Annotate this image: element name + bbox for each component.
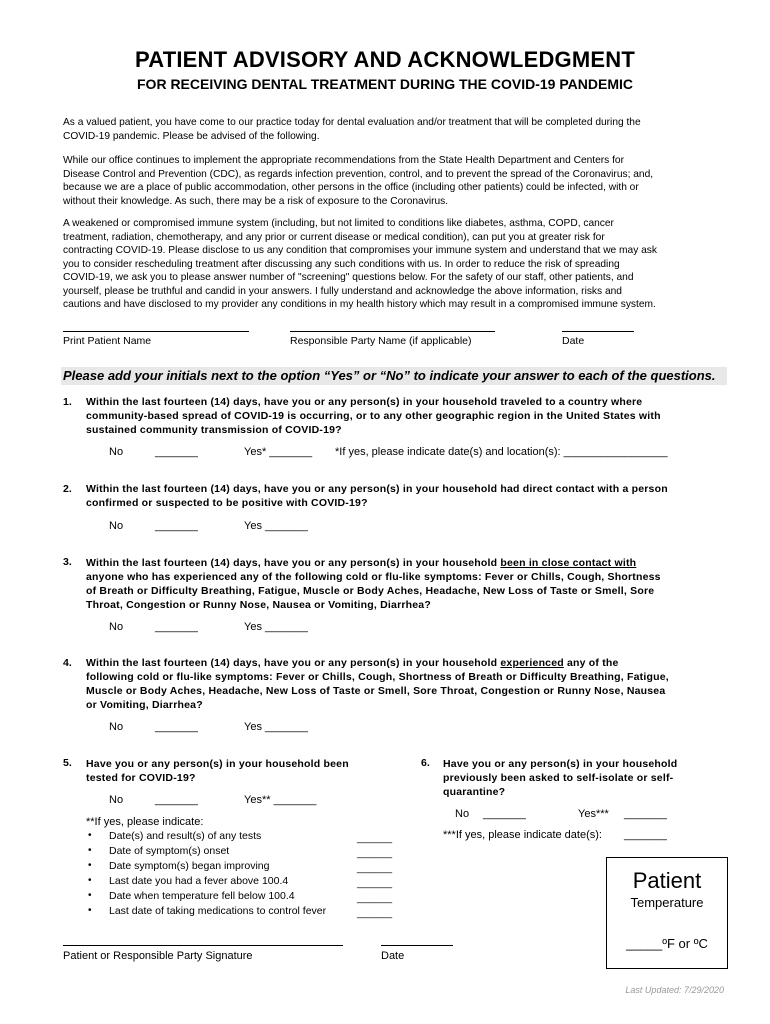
underlined-phrase: experienced: [500, 657, 564, 669]
list-item: [86, 830, 406, 845]
q6-yes-initials[interactable]: _______: [624, 808, 667, 820]
bullet-blank[interactable]: ______: [357, 892, 393, 904]
list-item: [86, 845, 406, 860]
bullet-icon: •: [88, 875, 92, 886]
question-line: Muscle or Body Aches, Headache, New Loss of Taste or Smell, Sore Throat, Congestion or Runny Nose, Nausea: [86, 685, 666, 697]
question-line: previously been asked to self-isolate or self-: [443, 772, 674, 784]
q5-yes-initials[interactable]: Yes** _______: [244, 794, 317, 806]
question-6-text: [443, 757, 733, 799]
question-number: 1.: [63, 396, 72, 408]
q6-date-blank[interactable]: _______: [624, 829, 667, 841]
bullet-icon: •: [88, 830, 92, 841]
question-number: 3.: [63, 556, 72, 568]
question-line: [86, 656, 736, 670]
paragraph-line: cautions and have disclosed to my provider any conditions in my health history which may result in a compromised immune system.: [63, 299, 656, 310]
paragraph-line: contracting COVID-19. Please disclose to us any condition that compromises your immune system and understand that we may ask: [63, 245, 657, 256]
q5-note: **If yes, please indicate:: [86, 816, 204, 828]
question-3-text: [86, 556, 736, 612]
bullet-text: Last date of taking medications to control fever: [109, 905, 327, 917]
signature-label: Patient or Responsible Party Signature: [63, 950, 253, 962]
question-line: anyone who has experienced any of the following cold or flu-like symptoms: Fever or Chills, Cough, Shortness: [86, 571, 661, 583]
bullet-blank[interactable]: ______: [357, 907, 393, 919]
paragraph-line: treatment, radiation, chemotherapy, and any prior or current disease or medical condition), can put you at greater risk for: [63, 231, 605, 243]
bullet-blank[interactable]: ______: [357, 877, 393, 889]
signature-date-label: Date: [381, 950, 405, 962]
question-line: confirmed or suspected to be positive with COVID-19?: [86, 497, 368, 509]
temperature-entry[interactable]: _____ºF or ºC: [626, 936, 708, 951]
bullet-blank[interactable]: ______: [357, 832, 393, 844]
list-item: [86, 905, 406, 920]
q4-yes-initials[interactable]: Yes _______: [244, 721, 308, 733]
q5-bullet-list: [86, 830, 406, 920]
list-item: [86, 875, 406, 890]
paragraph-line: COVID-19, we ask you to please answer number of "screening" questions below. For the safety of our staff, other patients, and: [63, 272, 634, 283]
q5-no-label: No: [109, 794, 124, 806]
question-line: of Breath or Difficulty Breathing, Fatigue, Muscle or Body Aches, Headache, New Loss of Taste or Smell, Sore: [86, 585, 655, 597]
paragraph-line: As a valued patient, you have come to our practice today for dental evaluation and/or treatment that will be completed during the: [63, 117, 641, 128]
question-line: [86, 556, 736, 570]
bullet-icon: •: [88, 860, 92, 871]
q5-no-initials[interactable]: _______: [155, 794, 198, 806]
paragraph-line: A weakened or compromised immune system (including, but not limited to conditions like diabetes, asthma, COPD, cancer: [63, 218, 614, 229]
q1-no-initials[interactable]: _______: [155, 446, 198, 458]
responsible-party-field[interactable]: [290, 331, 495, 332]
paragraph-line: COVID-19 pandemic. Please be advised of the following.: [63, 130, 320, 142]
bullet-text: Date(s) and result(s) of any tests: [109, 830, 262, 842]
document-subtitle: FOR RECEIVING DENTAL TREATMENT DURING THE COVID-19 PANDEMIC: [137, 76, 633, 92]
question-line: quarantine?: [443, 786, 506, 798]
signature-date-field[interactable]: [381, 945, 453, 946]
bullet-icon: •: [88, 845, 92, 856]
document-title: PATIENT ADVISORY AND ACKNOWLEDGMENT: [135, 47, 635, 72]
question-number: 6.: [421, 757, 430, 769]
date-field[interactable]: [562, 331, 634, 332]
q1-no-label: No: [109, 446, 124, 458]
q4-no-initials[interactable]: _______: [155, 721, 198, 733]
bullet-text: Date of symptom(s) onset: [109, 845, 230, 857]
q2-no-label: No: [109, 520, 124, 532]
date-label: Date: [562, 335, 585, 347]
question-1-text: [86, 395, 736, 437]
question-line-part: any of the: [563, 657, 619, 669]
question-number: 5.: [63, 757, 72, 769]
paragraph-line: you to consider rescheduling treatment after discussing any such conditions with us. In order to reduce the risk of spreading: [63, 258, 620, 270]
question-line: Have you or any person(s) in your household: [443, 758, 678, 770]
last-updated-footer: Last Updated: 7/29/2020: [625, 985, 724, 995]
question-line-part: Within the last fourteen (14) days, have you or any person(s) in your household: [86, 657, 501, 669]
paragraph-line: While our office continues to implement the appropriate recommendations from the State Health Department and Centers for: [63, 155, 624, 166]
q3-yes-initials[interactable]: Yes _______: [244, 621, 308, 633]
question-2-text: [86, 482, 736, 510]
paragraph-line: Disease Control and Prevention (CDC), as regards infection prevention, control, and to prevent the spread of the Coronavirus; and,: [63, 168, 654, 180]
bullet-icon: •: [88, 905, 92, 916]
question-line: Throat, Congestion or Runny Nose, Nausea or Vomiting, Diarrhea?: [86, 599, 431, 611]
q2-no-initials[interactable]: _______: [155, 520, 198, 532]
bullet-text: Last date you had a fever above 100.4: [109, 875, 289, 887]
question-line: following cold or flu-like symptoms: Fever or Chills, Cough, Shortness of Breath or Difficulty Breathing, Fatigue,: [86, 671, 669, 683]
paragraph-line: without their knowledge. As such, there may be a risk of exposure to the Coronavirus.: [63, 195, 449, 207]
bullet-blank[interactable]: ______: [357, 847, 393, 859]
bullet-text: Date symptom(s) began improving: [109, 860, 270, 872]
question-line-part: Within the last fourteen (14) days, have you or any person(s) in your household: [86, 557, 501, 569]
paragraph-line: yourself, please be truthful and candid in your answers. I fully understand and acknowledge the above information, risks and: [63, 285, 622, 297]
bullet-icon: •: [88, 890, 92, 901]
bullet-text: Date when temperature fell below 100.4: [109, 890, 295, 902]
question-line: sustained community transmission of COVID-19?: [86, 424, 342, 436]
q6-note: ***If yes, please indicate date(s):: [443, 829, 602, 841]
q6-yes-label: Yes***: [578, 808, 609, 820]
question-line: Within the last fourteen (14) days, have you or any person(s) in your household had direct contact with a person: [86, 483, 668, 495]
q1-yes-note[interactable]: *If yes, please indicate date(s) and location(s): _________________: [335, 446, 668, 458]
q4-no-label: No: [109, 721, 124, 733]
underlined-phrase: been in close contact with: [500, 557, 637, 569]
signature-field[interactable]: [63, 945, 343, 946]
q3-no-initials[interactable]: _______: [155, 621, 198, 633]
q2-yes-initials[interactable]: Yes _______: [244, 520, 308, 532]
question-number: 2.: [63, 483, 72, 495]
temperature-box-label: Temperature: [630, 895, 704, 910]
print-name-label: Print Patient Name: [63, 335, 152, 347]
print-name-field[interactable]: [63, 331, 249, 332]
question-5-text: [86, 757, 396, 785]
q6-no-initials[interactable]: _______: [483, 808, 526, 820]
temperature-box-title: Patient: [632, 868, 702, 893]
question-line: community-based spread of COVID-19 is occurring, or to any other geographic region in the United States with: [86, 410, 661, 422]
list-item: [86, 860, 406, 875]
infection-paragraph: [63, 154, 731, 208]
paragraph-line: because we are a place of public accommodation, other persons in the office (including other patients) could be infected, with or: [63, 182, 639, 193]
list-item: [86, 890, 406, 905]
question-line: or Vomiting, Diarrhea?: [86, 699, 203, 711]
instructions-text: Please add your initials next to the option “Yes” or “No” to indicate your answer to each of the questions.: [63, 368, 716, 383]
question-line: tested for COVID-19?: [86, 772, 196, 784]
question-line: Within the last fourteen (14) days, have you or any person(s) in your household traveled to a country where: [86, 396, 643, 408]
q6-no-label: No: [455, 808, 470, 820]
question-4-text: [86, 656, 736, 712]
q1-yes-initials[interactable]: Yes* _______: [244, 446, 313, 458]
intro-paragraph: [63, 116, 731, 143]
bullet-blank[interactable]: ______: [357, 862, 393, 874]
question-line: Have you or any person(s) in your household been: [86, 758, 349, 770]
q3-no-label: No: [109, 621, 124, 633]
responsible-party-label: Responsible Party Name (if applicable): [290, 335, 472, 347]
question-number: 4.: [63, 657, 72, 669]
immune-paragraph: [63, 217, 731, 312]
